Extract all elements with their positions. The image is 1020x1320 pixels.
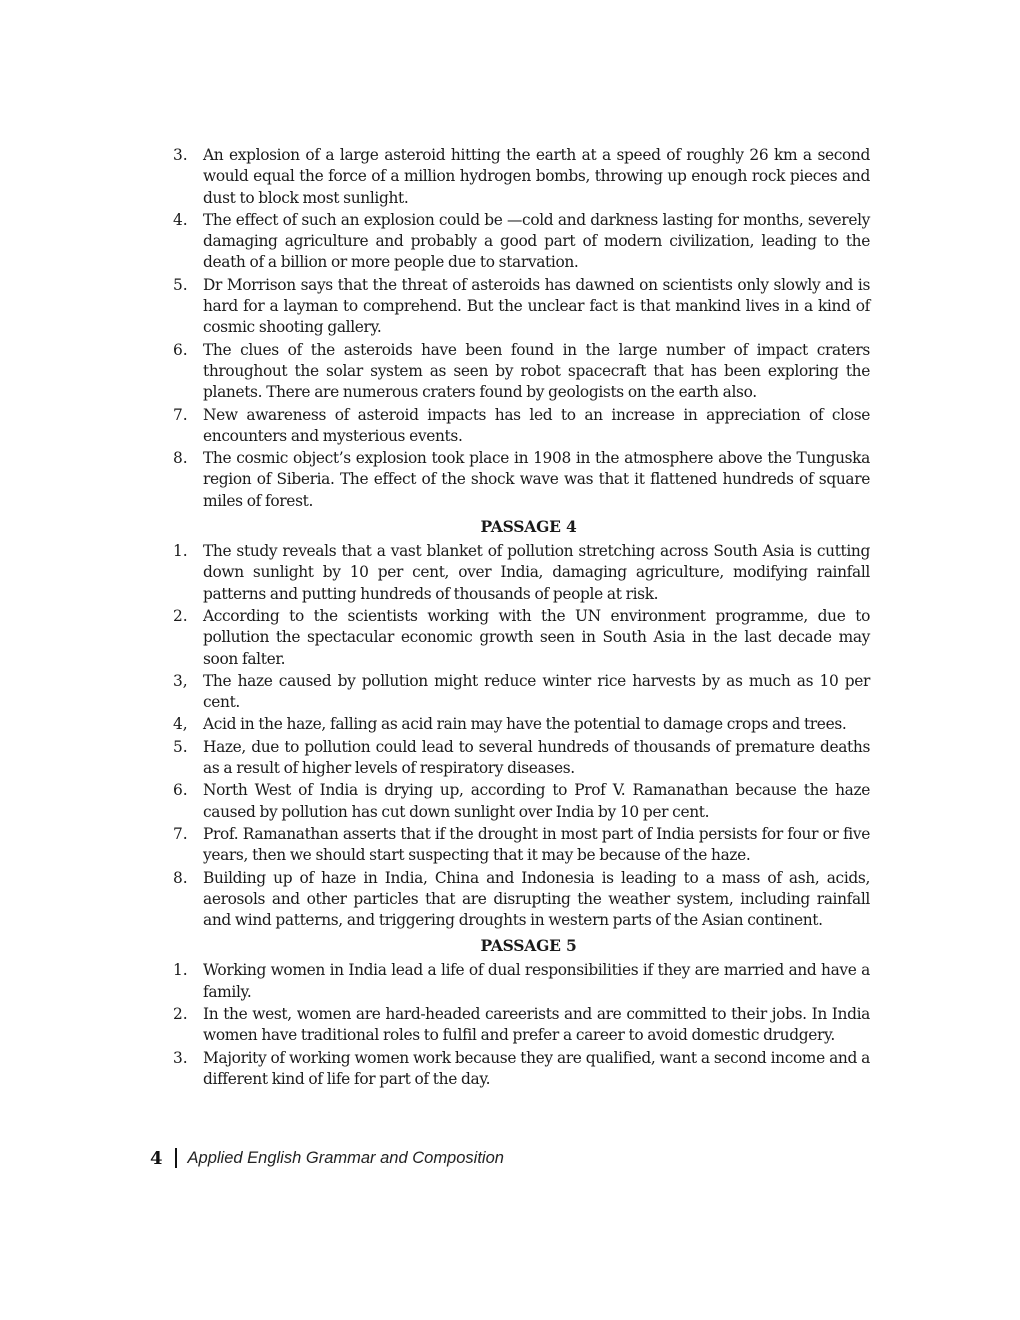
item-number: 7. (173, 824, 188, 843)
item-number: 3. (173, 146, 188, 164)
list-item (173, 1048, 870, 1091)
list-item (173, 960, 870, 1003)
list-item (173, 340, 870, 404)
item-text: North West of India is drying up, according to Prof V. Ramanathan because the haze caused by pollution has cut down sunlight over India by 10 per cent. (203, 781, 870, 821)
item-text: The haze caused by pollution might reduce winter rice harvests by as much as 10 per cent. (203, 671, 870, 712)
item-number: 3. (173, 1048, 188, 1067)
list-item (173, 606, 870, 670)
item-number: 2. (173, 1004, 188, 1023)
item-text: Dr Morrison says that the threat of asteroids has dawned on scientists only slowly and is hard for a layman to comprehend. But the unclear fact is that mankind lives in a kind of cosmic shooting gallery. (203, 275, 870, 337)
item-text: Acid in the haze, falling as acid rain may have the potential to damage crops and trees. (203, 715, 847, 734)
list-item (173, 210, 870, 274)
page-body (173, 145, 870, 1091)
list-item (173, 1004, 870, 1047)
list-item (173, 824, 870, 867)
item-text: An explosion of a large asteroid hitting the earth at a speed of roughly 26 km a second would equal the force of a million hydrogen bombs, throwing up enough rock pieces and dust to block most sunlight. (203, 146, 870, 207)
item-number: 5. (173, 737, 188, 756)
passage-5-heading: PASSAGE 5 (480, 936, 577, 956)
item-text: New awareness of asteroid impacts has led to an increase in appreciation of close encounters and mysterious events. (203, 405, 870, 445)
item-text: Working women in India lead a life of dual responsibilities if they are married and have a family. (203, 961, 870, 1001)
item-text: In the west, women are hard-headed careerists and are committed to their jobs. In India women have traditional roles to fulfil and prefer a career to avoid domestic drudgery. (203, 1004, 870, 1045)
item-text: Haze, due to pollution could lead to several hundreds of thousands of premature deaths as a result of higher levels of respiratory diseases. (203, 737, 870, 778)
item-text: According to the scientists working with the UN environment programme, due to pollution the spectacular economic growth seen in South Asia in the last decade may soon falter. (203, 606, 870, 668)
item-text: The cosmic object’s explosion took place in 1908 in the atmosphere above the Tunguska region of Siberia. The effect of the shock wave was that it flattened hundreds of square miles of forest. (203, 449, 870, 510)
item-number: 1. (173, 961, 188, 980)
item-text: Prof. Ramanathan asserts that if the drought in most part of India persists for four or five years, then we should start suspecting that it may be because of the haze. (203, 824, 870, 865)
list-item (173, 275, 870, 339)
list-item (173, 868, 870, 932)
item-number: 6. (173, 340, 188, 359)
item-number: 4. (173, 210, 188, 229)
item-text: The study reveals that a vast blanket of pollution stretching across South Asia is cutting down sunlight by 10 per cent, over India, damaging agriculture, modifying rainfall patterns and putting hundreds of thousands of people at risk. (203, 542, 870, 603)
list-item (173, 541, 870, 605)
list-item (173, 671, 870, 714)
list-item (173, 448, 870, 512)
book-title: Applied English Grammar and Composition (187, 1148, 504, 1167)
item-number: 3, (173, 671, 188, 690)
item-text: Majority of working women work because they are qualified, want a second income and a different kind of life for part of the day. (203, 1048, 870, 1088)
item-number: 4, (173, 715, 188, 734)
item-number: 8. (173, 868, 188, 887)
page-footer (150, 1146, 504, 1170)
passage-4-list (173, 541, 870, 931)
passage-4-heading: PASSAGE 4 (480, 517, 577, 537)
list-item (173, 714, 870, 735)
item-number: 8. (173, 449, 188, 468)
item-number: 2. (173, 606, 188, 625)
list-item (173, 737, 870, 780)
list-item (173, 780, 870, 823)
passage-5-list (173, 960, 870, 1090)
item-text: Building up of haze in India, China and Indonesia is leading to a mass of ash, acids, aerosols and other particles that are disrupting the weather system, including rainfall and wind patterns, and triggering droughts in western parts of the Asian continent. (203, 868, 870, 930)
list-item (173, 405, 870, 448)
item-number: 6. (173, 781, 188, 800)
item-text: The clues of the asteroids have been found in the large number of impact craters throughout the solar system as seen by robot spacecraft that has been exploring the planets. There are numerous craters found by geologists on the earth also. (203, 340, 870, 402)
item-text: The effect of such an explosion could be —cold and darkness lasting for months, severely damaging agriculture and probably a good part of modern civilization, leading to the death of a billion or more people due to starvation. (203, 210, 870, 272)
list-item (173, 145, 870, 209)
footer-divider (175, 1148, 177, 1168)
item-number: 5. (173, 275, 188, 294)
passage-3-list (173, 145, 870, 512)
item-number: 7. (173, 405, 188, 424)
page-number: 4 (150, 1147, 163, 1169)
item-number: 1. (173, 542, 188, 561)
